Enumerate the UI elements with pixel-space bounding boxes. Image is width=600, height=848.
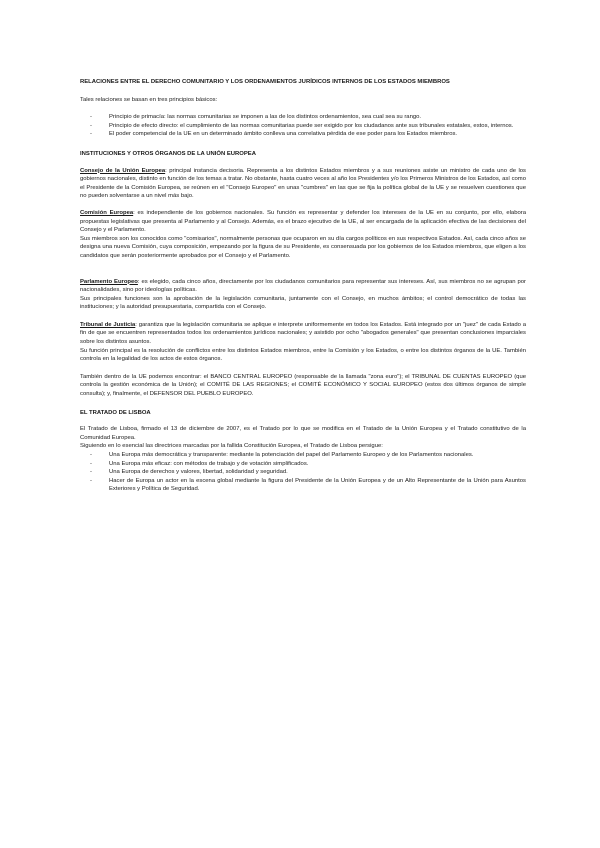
consejo-text: : principal instancia decisoria. Representa a los distintos Estados miembros y a sus reuniones asiste un ministro de cada uno de los gobiernos nacionales, distinto en función de los temas a tratar. No obstante, hasta cuatro veces al año los Presidentes y/o los Primeros Ministros de los Estados, así como el Presidente de la Comisión Europea, se reúnen en el "Consejo Europeo" en unas "cumbres" en las que se fija la política global de la UE y se resuelven cuestiones que no pueden solventarse a un nivel más bajo. (80, 167, 526, 200)
parlamento-text: : es elegido, cada cinco años, directamente por los ciudadanos comunitarios para representar sus intereses. Así, sus miembros no se agrupan por nacionalidades, sino por ideologías políticas. (80, 278, 527, 294)
paragraph-comision-2: Sus miembros son los conocidos como "comisarios", normalmente personas que ocuparon en su día cargos políticos en sus respectivos Estados. Así, cada cinco años se designa una nueva Comisión, cuya composición, empezando por la figura de su Presidente, es consensuada por los gobiernos de los Estados miembros, que eligen a los candidatos que serán posteriormente aprobados por el Consejo y el Parlamento. (80, 235, 526, 259)
objetivos-list (80, 451, 526, 494)
list-item: - Una Europa más eficaz: con métodos de trabajo y de votación simplificados. (80, 460, 526, 469)
term-parlamento: Parlamento Europeo (80, 278, 138, 285)
list-item: - Una Europa más democrática y transparente: mediante la potenciación del papel del Parlamento Europeo y de los Parlamentos nacionales. (80, 451, 526, 460)
comision-text: : es independiente de los gobiernos nacionales. Su función es representar y defender los intereses de la UE en su conjunto, por ello, elabora propuestas legislativas que presenta al Parlamento y al Consejo. Además, es el brazo ejecutivo de la UE, al ser encargada de la aplicación efectiva de las decisiones del Consejo y el Parlamento. (80, 209, 527, 234)
paragraph-tribunal (80, 321, 526, 347)
relaciones-intro: Tales relaciones se basan en tres principios básicos: (80, 96, 218, 103)
paragraph-comision (80, 209, 526, 235)
list-item: - Una Europa de derechos y valores, libertad, solidaridad y seguridad. (80, 468, 526, 477)
section-title-instituciones: INSTITUCIONES Y OTROS ÓRGANOS DE LA UNIÓN EUROPEA (80, 150, 256, 157)
paragraph-otros-organos: También dentro de la UE podemos encontrar: el BANCO CENTRAL EUROPEO (responsable de la llamada "zona euro"); el TRIBUNAL DE CUENTAS EUROPEO (que controla la gestión económica de la Unión); el COMITÉ DE LAS REGIONES; el COMITÉ ECONÓMICO Y SOCIAL EUROPEO (estos dos últimos órganos de simple consulta); y, finalmente, el DEFENSOR DEL PUEBLO EUROPEO. (80, 373, 526, 398)
term-tribunal: Tribunal de Justicia (80, 321, 136, 328)
term-comision: Comisión Europea (80, 209, 134, 216)
paragraph-consejo (80, 167, 526, 201)
list-item: - Principio de efecto directo: el cumplimiento de las normas comunitarias puede ser exigido por los ciudadanos ante sus tribunales estatales, estos, internos. (80, 122, 526, 131)
section-title-lisboa: EL TRATADO DE LISBOA (80, 409, 151, 416)
paragraph-parlamento-2: Sus principales funciones son la aprobación de la legislación comunitaria, juntamente con el Consejo, en muchos ámbitos; el control democrático de todas las instituciones; y la autoridad presupuestaria, compartida con el Consejo. (80, 295, 526, 311)
list-item: - El poder competencial de la UE en un determinado ámbito conlleva una correlativa pérdida de ese poder para los Estados miembros. (80, 130, 526, 139)
principios-list (80, 113, 526, 139)
paragraph-parlamento (80, 278, 526, 295)
paragraph-tribunal-2: Su función principal es la resolución de conflictos entre los distintos Estados miembros, entre la Comisión y los Estados, o entre los distintos órganos de la UE. También controla en la legalidad de los actos de estos órganos. (80, 347, 526, 363)
list-item: - Principio de primacía: las normas comunitarias se imponen a las de los distintos ordenamientos, sea cual sea su rango. (80, 113, 526, 122)
list-item: - Hacer de Europa un actor en la escena global mediante la figura del Presidente de la Unión Europea y de un Alto Representante de la Unión para Asuntos Exteriores y Política de Seguridad. (80, 477, 526, 494)
term-consejo: Consejo de la Unión Europea (80, 167, 166, 174)
paragraph-lisboa-2: Siguiendo en lo esencial las directrices marcadas por la fallida Constitución Europea, el Tratado de Lisboa persigue: (80, 443, 383, 450)
document-page (80, 78, 526, 494)
paragraph-lisboa-1: El Tratado de Lisboa, firmado el 13 de diciembre de 2007, es el Tratado por lo que se modifica en el Tratado de la Unión Europea y el Tratado constitutivo de la Comunidad Europea. (80, 426, 526, 441)
tribunal-text: : garantiza que la legislación comunitaria se aplique e interprete uniformemente en todos los Estados. Está integrado por un "juez" de cada Estado a fin de que se encuentren representados todos los ordenamientos jurídicos nacionales; y asistido por ocho "abogados generales" que presentan conclusiones imparciales sobre los distintos asuntos. (80, 321, 526, 346)
section-title-relaciones: RELACIONES ENTRE EL DERECHO COMUNITARIO Y LOS ORDENAMIENTOS JURÍDICOS INTERNOS DE LOS ESTADOS MIEMBROS (80, 79, 450, 85)
